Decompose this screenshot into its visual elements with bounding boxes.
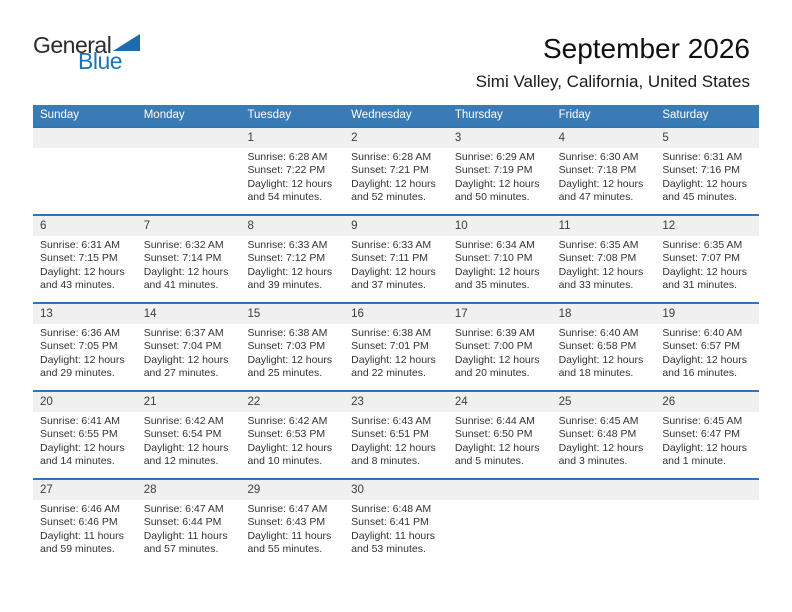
day-sunset-text: Sunset: 7:01 PM — [351, 340, 429, 353]
day-daylight1-text: Daylight: 12 hours — [143, 353, 229, 366]
day-number: 23 — [351, 396, 364, 408]
day-number-strip — [33, 128, 759, 148]
day-number: 4 — [558, 132, 565, 144]
general-blue-logo — [33, 34, 140, 73]
day-sunset-text: Sunset: 7:03 PM — [247, 340, 326, 353]
day-daylight2-text: and 16 minutes. — [662, 367, 738, 380]
day-number: 21 — [143, 396, 157, 408]
day-cell — [240, 148, 344, 214]
weekday-header-row — [33, 105, 759, 126]
day-sunset-text: Sunset: 6:51 PM — [351, 428, 429, 441]
weekday-header-friday: Friday — [558, 109, 591, 121]
day-daylight1-text: Daylight: 12 hours — [454, 177, 540, 190]
day-number: 16 — [351, 308, 364, 320]
empty-day-number — [552, 480, 656, 500]
day-sunrise-text: Sunrise: 6:37 AM — [143, 327, 224, 339]
day-cell — [552, 324, 656, 390]
day-daylight1-text: Daylight: 12 hours — [40, 353, 125, 366]
day-cell — [448, 412, 552, 478]
empty-day-number — [655, 480, 759, 500]
day-number-strip — [33, 392, 759, 412]
day-sunrise-text: Sunrise: 6:46 AM — [40, 503, 120, 515]
day-daylight2-text: and 8 minutes. — [351, 455, 421, 468]
day-daylight1-text: Daylight: 12 hours — [40, 441, 125, 454]
week-row-2 — [33, 214, 759, 302]
day-sunrise-text: Sunrise: 6:35 AM — [558, 239, 639, 251]
day-cell — [655, 236, 759, 302]
day-body-row — [33, 500, 759, 566]
day-daylight2-text: and 14 minutes. — [40, 455, 115, 468]
day-daylight2-text: and 3 minutes. — [558, 455, 628, 468]
day-cell — [137, 412, 241, 478]
day-cell — [137, 500, 241, 566]
day-daylight1-text: Daylight: 12 hours — [143, 441, 229, 454]
empty-day-cell — [137, 148, 241, 214]
day-number: 12 — [662, 220, 676, 232]
day-sunrise-text: Sunrise: 6:42 AM — [247, 415, 328, 427]
day-number: 27 — [40, 484, 53, 496]
day-sunset-text: Sunset: 7:19 PM — [454, 164, 533, 177]
weekday-header-wednesday: Wednesday — [351, 109, 412, 121]
day-daylight2-text: and 43 minutes. — [40, 279, 115, 292]
day-number-strip — [33, 304, 759, 324]
day-daylight2-text: and 45 minutes. — [662, 191, 738, 204]
day-cell — [448, 236, 552, 302]
day-number: 20 — [40, 396, 53, 408]
day-sunset-text: Sunset: 6:48 PM — [558, 428, 637, 441]
day-body-row — [33, 236, 759, 302]
day-daylight2-text: and 18 minutes. — [558, 367, 634, 380]
day-sunrise-text: Sunrise: 6:33 AM — [351, 239, 432, 251]
page-subtitle: Simi Valley, California, United States — [475, 71, 750, 91]
day-cell — [552, 412, 656, 478]
day-cell — [448, 148, 552, 214]
day-sunrise-text: Sunrise: 6:42 AM — [143, 415, 224, 427]
day-daylight2-text: and 37 minutes. — [351, 279, 426, 292]
title-block — [476, 34, 759, 92]
day-cell — [655, 412, 759, 478]
week-row-1 — [33, 126, 759, 214]
day-daylight2-text: and 57 minutes. — [143, 543, 219, 556]
day-sunset-text: Sunset: 6:55 PM — [40, 428, 118, 441]
day-cell — [655, 324, 759, 390]
day-daylight1-text: Daylight: 11 hours — [40, 529, 124, 542]
day-daylight2-text: and 33 minutes. — [558, 279, 634, 292]
weekday-header-sunday: Sunday — [40, 109, 80, 121]
page-title: September 2026 — [542, 33, 750, 64]
day-sunset-text: Sunset: 7:12 PM — [247, 252, 326, 265]
day-number: 17 — [454, 308, 468, 320]
day-daylight2-text: and 12 minutes. — [143, 455, 219, 468]
weekday-header-thursday: Thursday — [454, 109, 503, 121]
day-daylight2-text: and 55 minutes. — [247, 543, 323, 556]
empty-day-cell — [552, 500, 656, 566]
day-daylight2-text: and 5 minutes. — [454, 455, 524, 468]
day-sunrise-text: Sunrise: 6:40 AM — [558, 327, 639, 339]
day-cell — [240, 236, 344, 302]
day-sunset-text: Sunset: 7:00 PM — [454, 340, 533, 353]
day-daylight1-text: Daylight: 11 hours — [247, 529, 332, 542]
day-number: 1 — [247, 132, 254, 144]
day-number: 3 — [454, 132, 462, 144]
day-sunset-text: Sunset: 7:15 PM — [40, 252, 118, 265]
day-daylight1-text: Daylight: 11 hours — [143, 529, 228, 542]
day-daylight2-text: and 22 minutes. — [351, 367, 426, 380]
day-daylight1-text: Daylight: 12 hours — [662, 353, 747, 366]
day-number: 11 — [558, 220, 571, 232]
day-cell — [240, 412, 344, 478]
day-daylight2-text: and 10 minutes. — [247, 455, 323, 468]
logo-text-blue: Blue — [78, 48, 123, 74]
day-cell — [655, 148, 759, 214]
day-daylight1-text: Daylight: 12 hours — [247, 353, 333, 366]
day-daylight1-text: Daylight: 12 hours — [454, 441, 540, 454]
day-number: 6 — [40, 220, 47, 232]
empty-day-cell — [33, 148, 137, 214]
day-sunrise-text: Sunrise: 6:39 AM — [454, 327, 535, 339]
day-sunset-text: Sunset: 6:44 PM — [143, 516, 222, 529]
day-daylight1-text: Daylight: 12 hours — [558, 265, 644, 278]
day-daylight1-text: Daylight: 12 hours — [351, 441, 436, 454]
day-daylight2-text: and 31 minutes. — [662, 279, 738, 292]
day-daylight2-text: and 50 minutes. — [454, 191, 530, 204]
day-sunrise-text: Sunrise: 6:31 AM — [40, 239, 120, 251]
day-cell — [552, 148, 656, 214]
day-daylight2-text: and 29 minutes. — [40, 367, 115, 380]
day-daylight1-text: Daylight: 12 hours — [351, 353, 436, 366]
day-sunrise-text: Sunrise: 6:28 AM — [351, 151, 432, 163]
day-sunset-text: Sunset: 6:58 PM — [558, 340, 637, 353]
day-sunset-text: Sunset: 7:18 PM — [558, 164, 637, 177]
day-number: 2 — [351, 132, 358, 144]
day-daylight2-text: and 41 minutes. — [143, 279, 219, 292]
day-number: 24 — [454, 396, 468, 408]
day-daylight2-text: and 20 minutes. — [454, 367, 530, 380]
empty-day-number — [33, 128, 137, 148]
week-row-3 — [33, 302, 759, 390]
day-cell — [137, 236, 241, 302]
week-row-5 — [33, 478, 759, 566]
day-number: 29 — [247, 484, 261, 496]
calendar-weeks — [33, 126, 759, 566]
day-cell — [137, 324, 241, 390]
page-header — [33, 34, 759, 98]
day-daylight1-text: Daylight: 11 hours — [351, 529, 436, 542]
day-cell — [344, 148, 448, 214]
day-number: 19 — [662, 308, 676, 320]
day-number: 28 — [143, 484, 157, 496]
day-number: 25 — [558, 396, 572, 408]
day-number: 8 — [247, 220, 254, 232]
day-sunset-text: Sunset: 6:54 PM — [143, 428, 222, 441]
day-daylight1-text: Daylight: 12 hours — [40, 265, 125, 278]
day-daylight2-text: and 25 minutes. — [247, 367, 323, 380]
day-sunrise-text: Sunrise: 6:48 AM — [351, 503, 432, 515]
day-sunrise-text: Sunrise: 6:30 AM — [558, 151, 639, 163]
day-sunrise-text: Sunrise: 6:32 AM — [143, 239, 224, 251]
day-number: 7 — [143, 220, 151, 232]
day-daylight1-text: Daylight: 12 hours — [247, 177, 333, 190]
day-sunrise-text: Sunrise: 6:41 AM — [40, 415, 120, 427]
day-sunrise-text: Sunrise: 6:34 AM — [454, 239, 535, 251]
day-cell — [344, 236, 448, 302]
day-number-strip — [33, 216, 759, 236]
empty-day-cell — [448, 500, 552, 566]
day-sunrise-text: Sunrise: 6:29 AM — [454, 151, 535, 163]
day-daylight1-text: Daylight: 12 hours — [558, 177, 644, 190]
day-body-row — [33, 324, 759, 390]
day-daylight1-text: Daylight: 12 hours — [247, 265, 333, 278]
day-sunset-text: Sunset: 6:57 PM — [662, 340, 740, 353]
day-sunrise-text: Sunrise: 6:45 AM — [558, 415, 639, 427]
day-number: 10 — [454, 220, 468, 232]
day-cell — [552, 236, 656, 302]
day-number: 18 — [558, 308, 572, 320]
day-sunset-text: Sunset: 7:08 PM — [558, 252, 637, 265]
weekday-header-saturday: Saturday — [662, 109, 709, 121]
day-sunrise-text: Sunrise: 6:40 AM — [662, 327, 743, 339]
day-daylight1-text: Daylight: 12 hours — [454, 353, 540, 366]
day-sunset-text: Sunset: 6:41 PM — [351, 516, 429, 529]
day-daylight1-text: Daylight: 12 hours — [662, 441, 747, 454]
day-daylight2-text: and 54 minutes. — [247, 191, 323, 204]
day-sunset-text: Sunset: 7:16 PM — [662, 164, 740, 177]
day-sunset-text: Sunset: 7:05 PM — [40, 340, 118, 353]
day-daylight1-text: Daylight: 12 hours — [351, 265, 436, 278]
day-number-strip — [33, 480, 759, 500]
day-sunset-text: Sunset: 6:46 PM — [40, 516, 118, 529]
day-sunrise-text: Sunrise: 6:36 AM — [40, 327, 120, 339]
day-daylight1-text: Daylight: 12 hours — [662, 265, 747, 278]
day-sunrise-text: Sunrise: 6:45 AM — [662, 415, 743, 427]
day-body-row — [33, 148, 759, 214]
day-sunset-text: Sunset: 7:21 PM — [351, 164, 429, 177]
day-cell — [240, 500, 344, 566]
day-number: 13 — [40, 308, 53, 320]
day-number: 22 — [247, 396, 261, 408]
day-daylight2-text: and 1 minute. — [662, 455, 726, 468]
day-sunrise-text: Sunrise: 6:31 AM — [662, 151, 743, 163]
day-sunrise-text: Sunrise: 6:33 AM — [247, 239, 328, 251]
day-cell — [344, 412, 448, 478]
day-sunset-text: Sunset: 7:11 PM — [351, 252, 429, 265]
day-cell — [33, 412, 137, 478]
day-sunrise-text: Sunrise: 6:44 AM — [454, 415, 535, 427]
day-number: 14 — [143, 308, 157, 320]
day-sunrise-text: Sunrise: 6:38 AM — [351, 327, 432, 339]
empty-day-number — [137, 128, 241, 148]
day-sunset-text: Sunset: 7:07 PM — [662, 252, 740, 265]
day-daylight1-text: Daylight: 12 hours — [558, 441, 644, 454]
day-sunrise-text: Sunrise: 6:35 AM — [662, 239, 743, 251]
day-cell — [448, 324, 552, 390]
empty-day-number — [448, 480, 552, 500]
week-row-4 — [33, 390, 759, 478]
day-sunrise-text: Sunrise: 6:43 AM — [351, 415, 432, 427]
day-sunset-text: Sunset: 7:10 PM — [454, 252, 533, 265]
day-body-row — [33, 412, 759, 478]
day-number: 9 — [351, 220, 358, 232]
day-cell — [33, 236, 137, 302]
day-number: 15 — [247, 308, 261, 320]
day-cell — [240, 324, 344, 390]
day-daylight2-text: and 53 minutes. — [351, 543, 426, 556]
day-cell — [33, 324, 137, 390]
day-daylight1-text: Daylight: 12 hours — [558, 353, 644, 366]
day-number: 30 — [351, 484, 364, 496]
day-sunset-text: Sunset: 6:50 PM — [454, 428, 533, 441]
day-daylight2-text: and 47 minutes. — [558, 191, 634, 204]
day-sunrise-text: Sunrise: 6:38 AM — [247, 327, 328, 339]
day-sunrise-text: Sunrise: 6:47 AM — [143, 503, 224, 515]
day-daylight1-text: Daylight: 12 hours — [351, 177, 436, 190]
day-daylight2-text: and 52 minutes. — [351, 191, 426, 204]
logo-text-general: General — [33, 32, 112, 58]
day-sunset-text: Sunset: 7:04 PM — [143, 340, 222, 353]
day-sunset-text: Sunset: 6:47 PM — [662, 428, 740, 441]
day-sunrise-text: Sunrise: 6:47 AM — [247, 503, 328, 515]
day-cell — [33, 500, 137, 566]
day-daylight2-text: and 59 minutes. — [40, 543, 115, 556]
day-sunset-text: Sunset: 6:43 PM — [247, 516, 326, 529]
day-sunset-text: Sunset: 7:14 PM — [143, 252, 222, 265]
day-cell — [344, 324, 448, 390]
day-cell — [344, 500, 448, 566]
day-number: 5 — [662, 132, 669, 144]
day-daylight1-text: Daylight: 12 hours — [662, 177, 747, 190]
calendar — [33, 105, 759, 566]
empty-day-cell — [655, 500, 759, 566]
day-sunrise-text: Sunrise: 6:28 AM — [247, 151, 328, 163]
day-daylight1-text: Daylight: 12 hours — [247, 441, 333, 454]
day-daylight1-text: Daylight: 12 hours — [454, 265, 540, 278]
day-daylight2-text: and 39 minutes. — [247, 279, 323, 292]
day-daylight2-text: and 35 minutes. — [454, 279, 530, 292]
day-sunset-text: Sunset: 7:22 PM — [247, 164, 326, 177]
weekday-header-monday: Monday — [143, 109, 185, 121]
day-sunset-text: Sunset: 6:53 PM — [247, 428, 326, 441]
weekday-header-tuesday: Tuesday — [247, 109, 292, 121]
day-number: 26 — [662, 396, 676, 408]
day-daylight1-text: Daylight: 12 hours — [143, 265, 229, 278]
day-daylight2-text: and 27 minutes. — [143, 367, 219, 380]
